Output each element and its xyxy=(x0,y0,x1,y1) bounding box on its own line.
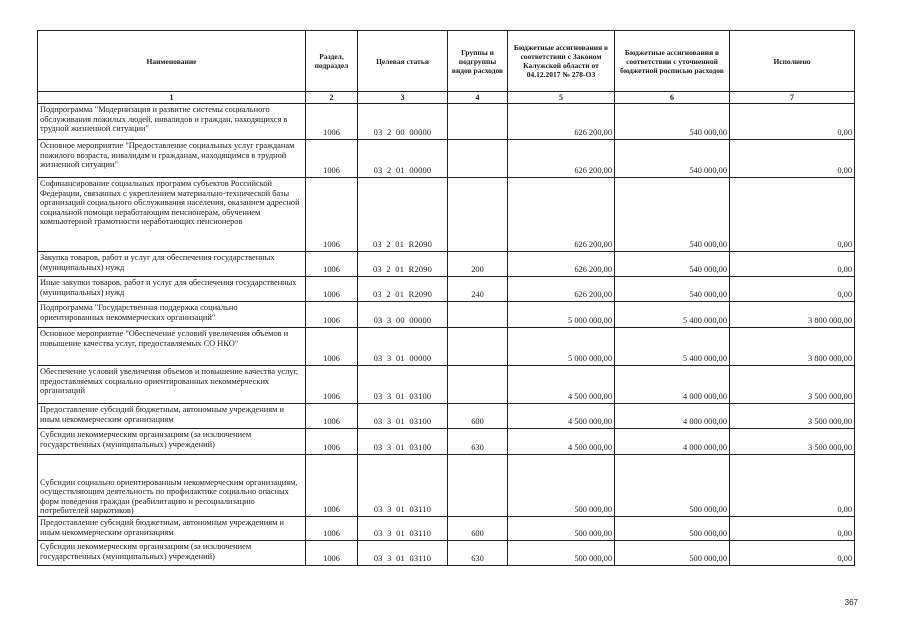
row-executed: 0,00 xyxy=(730,104,855,140)
row-refined: 4 000 000,00 xyxy=(615,429,730,455)
column-number: 5 xyxy=(508,92,615,104)
header-target: Целевая статья xyxy=(358,31,448,92)
row-name: Субсидии социально ориентированным некоммерческим организациям, осуществляющим деятельность по профилактике социально опасных форм поведения граждан (реабилитацию и ресоциализацию потребителей наркотиков) xyxy=(38,455,306,517)
row-refined: 4 000 000,00 xyxy=(615,404,730,429)
row-refined: 5 400 000,00 xyxy=(615,302,730,328)
row-law: 626 200,00 xyxy=(508,277,615,302)
table-row xyxy=(38,404,855,429)
budget-page xyxy=(37,30,854,566)
row-group xyxy=(448,328,508,366)
row-target: 03 3 00 00000 xyxy=(358,302,448,328)
row-law: 4 500 000,00 xyxy=(508,366,615,404)
row-target: 03 3 01 00000 xyxy=(358,328,448,366)
row-section: 1006 xyxy=(306,404,358,429)
row-target: 03 2 01 R2090 xyxy=(358,277,448,302)
table-row xyxy=(38,140,855,178)
table-row xyxy=(38,366,855,404)
row-target: 03 3 01 03100 xyxy=(358,429,448,455)
row-target: 03 3 01 03100 xyxy=(358,366,448,404)
header-row xyxy=(38,31,855,92)
row-group: 240 xyxy=(448,277,508,302)
header-law: Бюджетные ассигнования в соответствии с Законом Калужской области от 04.12.2017 № 278-ОЗ xyxy=(508,31,615,92)
row-refined: 4 000 000,00 xyxy=(615,366,730,404)
row-group: 630 xyxy=(448,541,508,566)
table-row xyxy=(38,178,855,252)
row-executed: 3 500 000,00 xyxy=(730,404,855,429)
row-law: 500 000,00 xyxy=(508,541,615,566)
table-row xyxy=(38,252,855,277)
row-law: 626 200,00 xyxy=(508,140,615,178)
row-refined: 500 000,00 xyxy=(615,517,730,541)
row-executed: 3 500 000,00 xyxy=(730,429,855,455)
header-executed: Исполнено xyxy=(730,31,855,92)
row-law: 500 000,00 xyxy=(508,517,615,541)
row-refined: 500 000,00 xyxy=(615,455,730,517)
row-name: Закупка товаров, работ и услуг для обеспечения государственных (муниципальных) нужд xyxy=(38,252,306,277)
row-law: 4 500 000,00 xyxy=(508,429,615,455)
row-refined: 500 000,00 xyxy=(615,541,730,566)
column-number: 2 xyxy=(306,92,358,104)
row-section: 1006 xyxy=(306,541,358,566)
row-refined: 540 000,00 xyxy=(615,252,730,277)
row-target: 03 3 01 03110 xyxy=(358,541,448,566)
row-group: 630 xyxy=(448,429,508,455)
row-group xyxy=(448,178,508,252)
table-row xyxy=(38,302,855,328)
row-name: Предоставление субсидий бюджетным, автономным учреждениям и иным некоммерческим организациям xyxy=(38,404,306,429)
header-refined: Бюджетные ассигнования в соответствии с уточненной бюджетной росписью расходов xyxy=(615,31,730,92)
row-section: 1006 xyxy=(306,366,358,404)
row-group xyxy=(448,104,508,140)
row-target: 03 3 01 03110 xyxy=(358,517,448,541)
row-group: 600 xyxy=(448,404,508,429)
header-group: Группы и подгруппы видов расходов xyxy=(448,31,508,92)
row-executed: 0,00 xyxy=(730,277,855,302)
row-target: 03 3 01 03110 xyxy=(358,455,448,517)
row-target: 03 2 01 R2090 xyxy=(358,178,448,252)
budget-table xyxy=(37,30,855,566)
column-number: 7 xyxy=(730,92,855,104)
row-group xyxy=(448,302,508,328)
row-section: 1006 xyxy=(306,455,358,517)
row-executed: 0,00 xyxy=(730,517,855,541)
row-refined: 540 000,00 xyxy=(615,178,730,252)
page-number: 367 xyxy=(844,598,858,607)
row-section: 1006 xyxy=(306,178,358,252)
row-law: 4 500 000,00 xyxy=(508,404,615,429)
row-name: Субсидии некоммерческим организациям (за исключением государственных (муниципальных) учреждений) xyxy=(38,429,306,455)
row-executed: 0,00 xyxy=(730,252,855,277)
row-executed: 0,00 xyxy=(730,455,855,517)
row-law: 5 000 000,00 xyxy=(508,328,615,366)
row-section: 1006 xyxy=(306,140,358,178)
table-row xyxy=(38,328,855,366)
row-refined: 540 000,00 xyxy=(615,277,730,302)
row-section: 1006 xyxy=(306,328,358,366)
header-name: Наименование xyxy=(38,31,306,92)
row-law: 626 200,00 xyxy=(508,178,615,252)
row-name: Основное мероприятие "Обеспечение условий увеличения объемов и повышение качества услуг, предоставляемых СО НКО" xyxy=(38,328,306,366)
row-executed: 0,00 xyxy=(730,541,855,566)
row-name: Субсидии некоммерческим организациям (за исключением государственных (муниципальных) учреждений) xyxy=(38,541,306,566)
column-number: 3 xyxy=(358,92,448,104)
row-target: 03 2 01 00000 xyxy=(358,140,448,178)
row-law: 626 200,00 xyxy=(508,252,615,277)
row-law: 626 200,00 xyxy=(508,104,615,140)
row-section: 1006 xyxy=(306,277,358,302)
table-row xyxy=(38,541,855,566)
row-group xyxy=(448,455,508,517)
row-executed: 3 800 000,00 xyxy=(730,328,855,366)
row-name: Подпрограмма "Государственная поддержка социально ориентированных некоммерческих организаций" xyxy=(38,302,306,328)
row-target: 03 2 00 00000 xyxy=(358,104,448,140)
row-law: 500 000,00 xyxy=(508,455,615,517)
row-section: 1006 xyxy=(306,302,358,328)
row-executed: 3 500 000,00 xyxy=(730,366,855,404)
table-row xyxy=(38,104,855,140)
header-section: Раздел, подраздел xyxy=(306,31,358,92)
column-number: 6 xyxy=(615,92,730,104)
row-name: Софинансирование социальных программ субъектов Российской Федерации, связанных с укреплением материально-технической базы организаций социального обслуживания населения, оказанием адресной социальной помощи неработающим пенсионерам, обучением компьютерной грамотности неработающих пенсионеров xyxy=(38,178,306,252)
row-section: 1006 xyxy=(306,429,358,455)
row-section: 1006 xyxy=(306,104,358,140)
column-numbers-row xyxy=(38,92,855,104)
row-executed: 3 800 000,00 xyxy=(730,302,855,328)
row-refined: 540 000,00 xyxy=(615,104,730,140)
table-row xyxy=(38,455,855,517)
table-row xyxy=(38,429,855,455)
row-group xyxy=(448,366,508,404)
row-target: 03 3 01 03100 xyxy=(358,404,448,429)
row-name: Предоставление субсидий бюджетным, автономным учреждениям и иным некоммерческим организациям xyxy=(38,517,306,541)
row-refined: 5 400 000,00 xyxy=(615,328,730,366)
column-number: 4 xyxy=(448,92,508,104)
row-name: Подпрограмма "Модернизация и развитие системы социального обслуживания пожилых людей, инвалидов и граждан, находящихся в трудной жизненной ситуации" xyxy=(38,104,306,140)
row-name: Обеспечение условий увеличения объемов и повышение качества услуг, предоставляемых социально ориентированных некоммерческих организаций xyxy=(38,366,306,404)
row-executed: 0,00 xyxy=(730,140,855,178)
table-row xyxy=(38,277,855,302)
row-executed: 0,00 xyxy=(730,178,855,252)
column-number: 1 xyxy=(38,92,306,104)
row-refined: 540 000,00 xyxy=(615,140,730,178)
row-name: Иные закупки товаров, работ и услуг для обеспечения государственных (муниципальных) нужд xyxy=(38,277,306,302)
row-section: 1006 xyxy=(306,252,358,277)
row-target: 03 2 01 R2090 xyxy=(358,252,448,277)
row-group: 600 xyxy=(448,517,508,541)
row-group: 200 xyxy=(448,252,508,277)
row-name: Основное мероприятие "Предоставление социальных услуг гражданам пожилого возраста, инвалидам и гражданам, находящимся в трудной жизненной ситуации" xyxy=(38,140,306,178)
row-group xyxy=(448,140,508,178)
row-section: 1006 xyxy=(306,517,358,541)
table-row xyxy=(38,517,855,541)
row-law: 5 000 000,00 xyxy=(508,302,615,328)
